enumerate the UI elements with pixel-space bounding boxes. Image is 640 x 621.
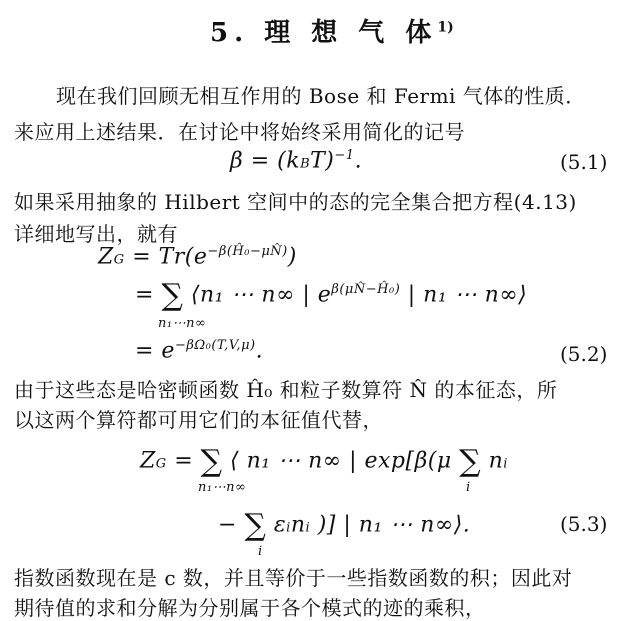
summation-symbol: ∑ — [161, 278, 184, 313]
p1-line2: 来应用上述结果．在讨论中将始终采用简化的记号 — [14, 120, 465, 144]
p2-line2: 详细地写出，就有 — [14, 222, 178, 246]
summation-symbol: ∑ — [244, 508, 267, 543]
section-title — [210, 12, 454, 49]
equation-number-5-1: (5.1) — [560, 150, 608, 174]
section-title-text: 5. 理 想 气 体 — [210, 18, 438, 48]
summation-index-5-3b: i — [466, 480, 471, 495]
p3-line1: 由于这些态是哈密顿函数 Ĥ₀ 和粒子数算符 N̂ 的本征态，所 — [14, 378, 558, 402]
p2-line1: 如果采用抽象的 Hilbert 空间中的态的完全集合把方程(4.13) — [14, 190, 577, 214]
summation-index-5-2: n₁⋯n∞ — [158, 316, 207, 331]
equation-5-3-line1: ZG = ∑ ⟨ n₁ ⋯ n∞ | exp[β(μ ∑ ni — [140, 444, 508, 479]
p1-line1: 现在我们回顾无相互作用的 Bose 和 Fermi 气体的性质． — [56, 84, 586, 108]
equation-5-1: β = (kBT)$^{-1}$. — [230, 148, 363, 174]
equation-number-5-2: (5.2) — [560, 342, 608, 366]
equation-5-2-line2: = ∑ ⟨n₁ ⋯ n∞ | $e^{\beta(\mu N̂-Ĥ_0)}$ | n₁ ⋯ n∞⟩ — [135, 278, 528, 313]
p4-line2: 期待值的求和分解为分别属于各个模式的迹的乘积， — [14, 596, 486, 620]
summation-symbol: ∑ — [200, 444, 223, 479]
p4-line1: 指数函数现在是 c 数，并且等价于一些指数函数的积；因此对 — [14, 566, 573, 590]
summation-index-5-3a: n₁⋯n∞ — [198, 480, 247, 495]
footnote-mark: 1) — [437, 19, 454, 36]
p3-line2: 以这两个算符都可用它们的本征值代替， — [14, 408, 383, 432]
summation-symbol: ∑ — [459, 444, 482, 479]
equation-number-5-3: (5.3) — [560, 512, 608, 536]
equation-5-2-line3: = $e^{-\beta\Omega_0(T,V,\mu)}$. — [135, 338, 264, 364]
summation-index-5-3c: i — [258, 544, 263, 559]
equation-5-2-line1: ZG = $Tr(e^{-\beta(Ĥ_0-\mu N̂)})$ — [98, 244, 297, 270]
equation-5-3-line2: − ∑ εini )] | n₁ ⋯ n∞⟩. — [218, 508, 471, 543]
